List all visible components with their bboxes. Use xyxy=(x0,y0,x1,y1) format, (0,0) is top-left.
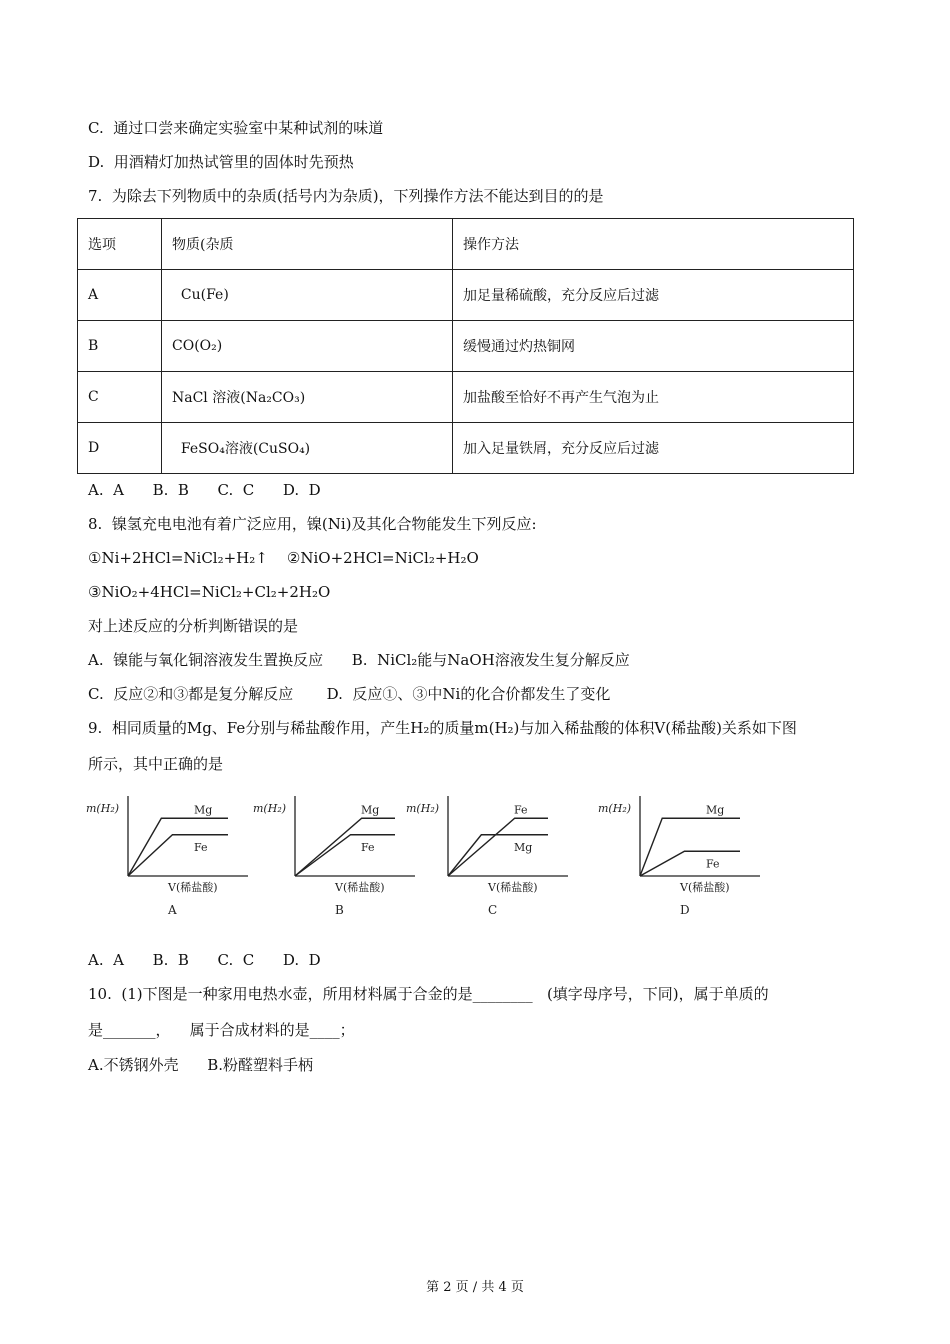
series-label-mg: Mg xyxy=(706,803,725,817)
series-fe xyxy=(128,835,228,876)
series-fe xyxy=(295,835,395,876)
question-7: 7. 为除去下列物质中的杂质(括号内为杂质)，下列操作方法不能达到目的的是 xyxy=(88,187,604,205)
graph-letter: C xyxy=(488,903,498,917)
table-cell: A xyxy=(78,270,162,321)
series-label-fe: Fe xyxy=(706,857,720,871)
question-10-line3: A.不锈钢外壳 B.粉醛塑料手柄 xyxy=(88,1056,314,1074)
page-footer: 第 2 页 / 共 4 页 xyxy=(426,1280,524,1295)
series-label-fe: Fe xyxy=(194,840,208,854)
table-cell: 加入足量铁屑，充分反应后过滤 xyxy=(453,423,854,474)
q8-stem: 对上述反应的分析判断错误的是 xyxy=(88,617,299,635)
table-row xyxy=(78,270,854,321)
question-9-line1: 9. 相同质量的Mg、Fe分别与稀盐酸作用，产生H₂的质量m(H₂)与加入稀盐酸的体积V(稀盐酸)关系如下图 xyxy=(88,719,797,737)
question-8: 8. 镍氢充电电池有着广泛应用，镍(Ni)及其化合物能发生下列反应: xyxy=(88,515,537,533)
graph-B xyxy=(253,796,415,917)
table-header-row xyxy=(78,219,854,270)
series-label-fe: Fe xyxy=(514,803,528,817)
table-row xyxy=(78,321,854,372)
series-fe xyxy=(448,818,548,876)
graph-C xyxy=(406,796,568,917)
table-cell: D xyxy=(78,423,162,474)
x-axis-label: V(稀盐酸) xyxy=(168,881,218,894)
table-header-cell: 选项 xyxy=(78,219,162,270)
x-axis-label: V(稀盐酸) xyxy=(335,881,385,894)
question-9-line2: 所示，其中正确的是 xyxy=(88,755,224,773)
series-fe xyxy=(640,851,740,876)
h2-graphs xyxy=(84,788,730,928)
table-cell: 缓慢通过灼热铜网 xyxy=(453,321,854,372)
option-d-text: D. 用酒精灯加热试管里的固体时先预热 xyxy=(88,153,354,171)
question-10-line2: 是_______， 属于合成材料的是____； xyxy=(88,1021,355,1039)
series-label-mg: Mg xyxy=(194,803,213,817)
q8-reaction-3: ③NiO₂+4HCl=NiCl₂+Cl₂+2H₂O xyxy=(88,583,331,601)
table-cell: C xyxy=(78,372,162,423)
table-cell: FeSO₄溶液(CuSO₄) xyxy=(162,423,453,474)
series-label-mg: Mg xyxy=(361,803,380,817)
y-axis-label: m(H₂) xyxy=(86,802,120,815)
series-mg xyxy=(295,818,395,876)
table-header-cell: 物质(杂质 xyxy=(162,219,453,270)
graph-D xyxy=(598,796,760,917)
graph-letter: D xyxy=(680,903,690,917)
table-cell: NaCl 溶液(Na₂CO₃) xyxy=(162,372,453,423)
graph-A xyxy=(86,796,248,917)
table-cell: B xyxy=(78,321,162,372)
q9-choices: A. A B. B C. C D. D xyxy=(88,951,321,969)
q8-reactions-1-2: ①Ni+2HCl=NiCl₂+H₂↑ ②NiO+2HCl=NiCl₂+H₂O xyxy=(88,549,479,567)
y-axis-label: m(H₂) xyxy=(598,802,632,815)
table-cell: 加盐酸至恰好不再产生气泡为止 xyxy=(453,372,854,423)
option-c-text: C. 通过口尝来确定实验室中某种试剂的味道 xyxy=(88,119,384,137)
table-cell: CO(O₂) xyxy=(162,321,453,372)
graph-letter: A xyxy=(168,903,177,917)
y-axis-label: m(H₂) xyxy=(406,802,440,815)
series-label-mg: Mg xyxy=(514,840,533,854)
q8-options-ab: A. 镍能与氧化铜溶液发生置换反应 B. NiCl₂能与NaOH溶液发生复分解反应 xyxy=(88,651,630,669)
table-row xyxy=(78,372,854,423)
table-row xyxy=(78,423,854,474)
y-axis-label: m(H₂) xyxy=(253,802,287,815)
x-axis-label: V(稀盐酸) xyxy=(488,881,538,894)
x-axis-label: V(稀盐酸) xyxy=(680,881,730,894)
q8-options-cd: C. 反应②和③都是复分解反应 D. 反应①、③中Ni的化合价都发生了变化 xyxy=(88,685,611,703)
series-mg xyxy=(128,818,228,876)
impurity-table xyxy=(77,218,854,474)
table-header-cell: 操作方法 xyxy=(453,219,854,270)
question-10-line1: 10. (1)下图是一种家用电热水壶，所用材料属于合金的是________ (填字母序号，下同)，属于单质的 xyxy=(88,985,769,1003)
series-label-fe: Fe xyxy=(361,840,375,854)
table-cell: 加足量稀硫酸，充分反应后过滤 xyxy=(453,270,854,321)
q7-choices: A. A B. B C. C D. D xyxy=(88,481,321,499)
graph-letter: B xyxy=(335,903,344,917)
series-mg xyxy=(448,835,548,876)
table-cell: Cu(Fe) xyxy=(162,270,453,321)
